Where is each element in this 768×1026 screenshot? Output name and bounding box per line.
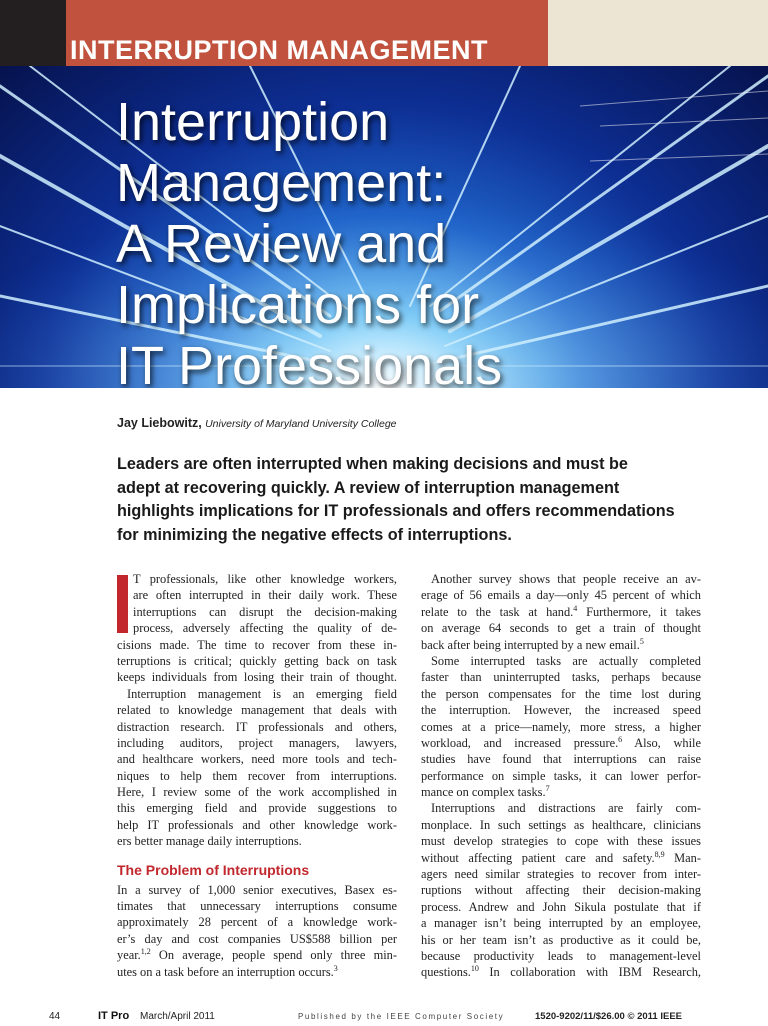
body-line: Another survey shows that people receive an av- xyxy=(431,572,701,586)
copyright-code: 1520-9202/11/$26.00 © 2011 IEEE xyxy=(535,1011,682,1022)
article-deck xyxy=(117,453,717,548)
text-run: In collaboration with IBM Research, xyxy=(478,965,701,980)
body-line xyxy=(117,947,397,963)
text-run: relate to the task at hand. xyxy=(421,604,574,619)
title-line: A Review and xyxy=(116,214,447,274)
hero-image xyxy=(0,66,768,388)
body-line: process. Andrew and John Sikula postulate that if xyxy=(421,899,701,914)
body-line: timates that unnecessary interruptions consume xyxy=(117,899,397,914)
text-run: without affecting patient care and safety. xyxy=(421,850,655,865)
body-line: the person compensates for the time lost during xyxy=(421,686,701,701)
publisher-line: Published by the IEEE Computer Society xyxy=(298,1012,505,1021)
body-line: must develop strategies to cope with these issues xyxy=(421,834,701,849)
body-line: approximately 28 percent of a knowledge work- xyxy=(117,915,397,930)
paragraph xyxy=(421,653,701,801)
body-line: are often interrupted in their daily work. These xyxy=(133,588,397,603)
paragraph xyxy=(117,882,397,980)
body-line: this emerging field and provide suggestions to xyxy=(117,801,397,816)
text-run: year. xyxy=(117,948,141,963)
body-line: a manager isn’t being interrupted by an employee, xyxy=(421,916,701,931)
body-line: Some interrupted tasks are actually completed xyxy=(431,653,701,668)
text-run: On average, people spend only three min- xyxy=(150,948,397,963)
issue-date: March/April 2011 xyxy=(140,1011,215,1022)
body-line: ers better manage daily interruptions. xyxy=(117,834,302,849)
body-line: because productivity leads to management-level xyxy=(421,948,701,963)
body-line: faster than uninterrupted tasks, perhaps because xyxy=(421,670,701,685)
body-line: and healthcare workers, need more tools and tech- xyxy=(117,752,397,767)
text-run: back after being interrupted by a new email. xyxy=(421,637,640,652)
body-line: terruptions is critical; quickly getting back on task xyxy=(117,653,397,668)
section-label: INTERRUPTION MANAGEMENT xyxy=(70,35,488,65)
body-line: his or her team isn’t as productive as it could be, xyxy=(421,932,701,947)
deck-line: adept at recovering quickly. A review of interruption management xyxy=(117,478,620,497)
body-line: agers need similar strategies to recover from inter- xyxy=(421,867,701,882)
header-beige-block xyxy=(548,0,768,66)
body-line xyxy=(117,964,397,980)
text-run: Man- xyxy=(664,850,701,865)
body-line: on average 64 seconds to get a train of thought xyxy=(421,621,701,636)
body-line: cisions made. The time to recover from these in- xyxy=(117,637,397,652)
header-black-block xyxy=(0,0,66,66)
author-name: Jay Liebowitz, xyxy=(117,416,202,430)
drop-cap-bar xyxy=(117,575,128,633)
article-title xyxy=(116,92,502,388)
citation-ref: 4 xyxy=(573,603,578,613)
citation-ref: 1,2 xyxy=(140,947,151,957)
body-line: comes at a price—namely, more stress, a higher xyxy=(421,719,701,734)
title-line: Management: xyxy=(116,153,447,213)
body-line: help IT professionals and other knowledge work- xyxy=(117,817,397,832)
text-run: mance on complex tasks. xyxy=(421,785,546,800)
deck-line: highlights implications for IT professionals and offers recommendations xyxy=(117,502,675,521)
text-run: Furthermore, it takes xyxy=(577,604,702,619)
citation-ref: 8,9 xyxy=(654,849,665,859)
body-line: keeps individuals from losing their train of thought. xyxy=(117,670,397,685)
deck-line: for minimizing the negative effects of interruptions. xyxy=(117,526,512,545)
body-column-right xyxy=(421,571,701,981)
body-line: related to knowledge management that deals with xyxy=(117,703,397,718)
citation-ref: 10 xyxy=(470,964,479,974)
body-line xyxy=(421,784,701,800)
title-line: Interruption xyxy=(116,92,390,152)
body-line xyxy=(421,850,701,866)
body-line: studies have found that interruptions can raise xyxy=(421,752,701,767)
body-line: In a survey of 1,000 senior executives, Basex es- xyxy=(117,882,397,897)
text-run: workload, and increased pressure. xyxy=(421,735,619,750)
citation-ref: 5 xyxy=(639,636,644,646)
paragraph xyxy=(421,800,701,980)
body-line xyxy=(421,637,701,653)
body-line xyxy=(421,604,701,620)
paragraph xyxy=(421,571,701,653)
body-line: the interruption. However, the increased speed xyxy=(421,703,701,718)
body-column-left xyxy=(117,571,397,980)
body-line: niques to help them recover from interruptions. xyxy=(117,768,397,783)
body-line: performance on simple tasks, it can lower perfor- xyxy=(421,768,701,783)
title-line: Implications for xyxy=(116,275,480,335)
paragraph xyxy=(117,571,397,686)
section-heading: The Problem of Interruptions xyxy=(117,861,310,878)
author-affiliation: University of Maryland University College xyxy=(205,418,397,430)
body-line: ruptions without affecting their decision-making xyxy=(421,883,701,898)
deck-line: Leaders are often interrupted when making decisions and must be xyxy=(117,455,628,473)
citation-ref: 3 xyxy=(333,963,338,973)
body-line: Interruption management is an emerging field xyxy=(127,686,397,701)
body-line: Here, I review some of the work accomplished in xyxy=(117,785,397,800)
body-line xyxy=(421,964,701,980)
body-line: Interruptions and distractions are fairly com- xyxy=(431,801,701,816)
byline xyxy=(117,416,397,430)
page-number: 44 xyxy=(49,1011,61,1022)
body-line: including auditors, project managers, lawyers, xyxy=(117,735,397,750)
text-run: utes on a task before an interruption occurs. xyxy=(117,964,334,979)
body-line: T professionals, like other knowledge workers, xyxy=(133,572,397,586)
text-run: questions. xyxy=(421,965,471,980)
text-run: Also, while xyxy=(622,735,701,750)
citation-ref: 6 xyxy=(618,734,623,744)
body-line: interruptions can disrupt the decision-making xyxy=(133,604,397,619)
body-line: process, adversely affecting the quality of de- xyxy=(133,621,397,636)
body-line: er’s day and cost companies US$588 billion per xyxy=(117,931,397,946)
citation-ref: 7 xyxy=(545,783,550,793)
paragraph xyxy=(117,686,397,850)
magazine-name: IT Pro xyxy=(98,1010,130,1022)
title-line: IT Professionals xyxy=(116,336,503,388)
body-line: distraction research. IT professionals and others, xyxy=(117,719,397,734)
body-line: monplace. In such settings as healthcare, clinicians xyxy=(421,817,701,832)
body-line: erage of 56 emails a day—only 45 percent of which xyxy=(421,588,701,603)
body-line xyxy=(421,735,701,751)
